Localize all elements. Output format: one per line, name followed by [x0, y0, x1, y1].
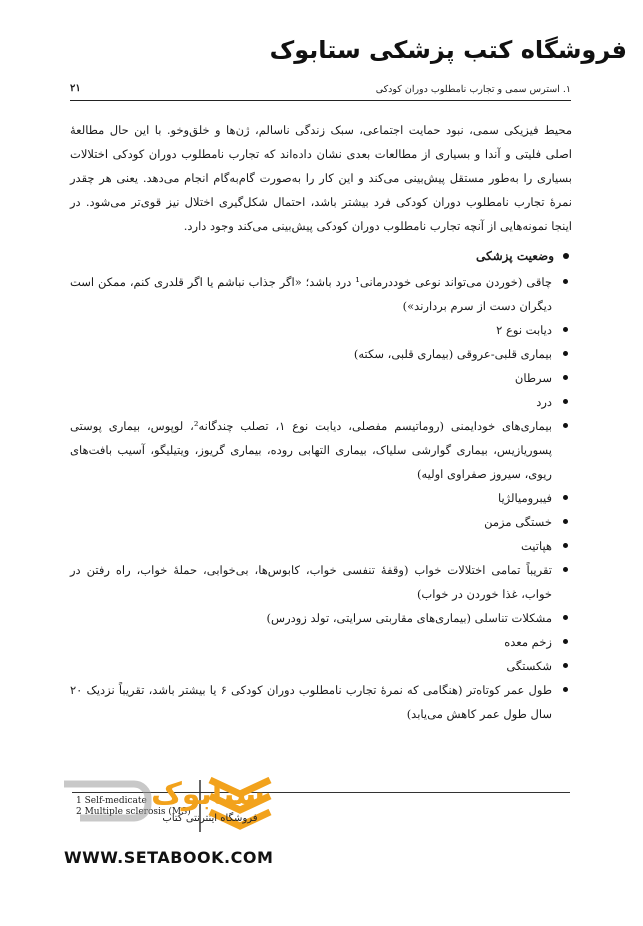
- list-item: بیماری قلبی-عروقی (بیماری قلبی، سکته): [70, 342, 552, 366]
- footnote-1: 1 Self-medicate: [76, 796, 147, 806]
- bullet-icon: [563, 639, 568, 644]
- list-item: چاقی (خوردن می‌تواند نوعی خوددرمانی¹ درد باشد؛ «اگر جذاب نباشم یا اگر قلدری کنم، ممکن است دیگران دست از سرم بردارند»): [70, 270, 552, 318]
- condition-list: [70, 270, 572, 726]
- bullet-icon: [563, 543, 568, 548]
- bullet-icon: [563, 399, 568, 404]
- bullet-icon: [563, 351, 568, 356]
- running-head: [70, 84, 571, 101]
- intro-paragraph: محیط فیزیکی سمی، نبود حمایت اجتماعی، سبک زندگی ناسالم، ژن‌ها و خلق‌وخو. با این حال مطالعهٔ اصلی فلیتی و آندا و بسیاری از مطالعات بعدی نشان داده‌اند که تجارب نامطلوب دوران کودکی اختلالات بسیاری را به‌طور مستقل پیش‌بینی می‌کند و این کار را به‌صورت گام‌به‌گام انجام می‌دهد. یعنی هر چقدر نمرهٔ تجارب نامطلوب دوران کودکی فرد بیشتر باشد، احتمال شکل‌گیری اختلال نیز قوی‌تر می‌شود. در اینجا نمونه‌هایی از آنچه تجارب نامطلوب دوران کودکی پیش‌بینی می‌کند وجود دارد.: [70, 123, 572, 233]
- website-url[interactable]: WWW.SETABOOK.COM: [64, 848, 274, 867]
- list-item: سرطان: [70, 366, 552, 390]
- list-item: زخم معده: [70, 630, 552, 654]
- bullet-icon: [563, 519, 568, 524]
- bullet-icon: [563, 663, 568, 668]
- bullet-icon: [563, 423, 568, 428]
- list-item: طول عمر کوتاه‌تر (هنگامی که نمرهٔ تجارب نامطلوب دوران کودکی ۶ یا بیشتر باشد، تقریباً نزدیک ۲۰ سال طول عمر کاهش می‌یابد): [70, 678, 552, 726]
- bullet-icon: [563, 375, 568, 380]
- list-item: شکستگی: [70, 654, 552, 678]
- logo-tagline: فروشگاه اینترنتی کتاب: [162, 813, 258, 824]
- bullet-icon: [563, 615, 568, 620]
- footnote-2: 2 Multiple sclerosis (MS): [76, 807, 191, 817]
- list-item: فیبرومیالژیا: [70, 486, 552, 510]
- chapter-title: ۱. استرس سمی و تجارب نامطلوب دوران کودکی: [375, 84, 571, 95]
- list-item: مشکلات تناسلی (بیماری‌های مقاربتی سرایتی، تولد زودرس): [70, 606, 552, 630]
- page-number: ۲۱: [70, 83, 81, 94]
- list-item: بیماری‌های خودایمنی (روماتیسم مفصلی، دیابت نوع ۱، تصلب چندگانه²، لوپوس، بیماری پوستی پسوریازیس، بیماری گوارشی سلیاک، بیماری التهابی روده، بیماری گریوز، ویتیلیگو، آسیب بافت‌های ریوی، سیروز صفراوی اولیه): [70, 414, 552, 486]
- list-item: تقریباً تمامی اختلالات خواب (وقفهٔ تنفسی خواب، کابوس‌ها، بی‌خوابی، حملهٔ خواب، راه رفتن در خواب، غذا خوردن در خواب): [70, 558, 552, 606]
- list-item: خستگی مزمن: [70, 510, 552, 534]
- bullet-icon: [563, 327, 568, 332]
- bullet-icon: [563, 687, 568, 692]
- list-item: هپاتیت: [70, 534, 552, 558]
- main-text: [70, 118, 572, 726]
- logo-name: ستابوک: [151, 777, 265, 812]
- bullet-icon: [563, 567, 568, 572]
- section-heading: وضعیت پزشکی: [70, 244, 554, 268]
- bullet-icon: [563, 279, 568, 284]
- bullet-icon: [563, 495, 568, 500]
- page-header-title: فروشگاه کتب پزشکی ستابوک: [269, 36, 627, 64]
- list-item: درد: [70, 390, 552, 414]
- list-item: دیابت نوع ۲: [70, 318, 552, 342]
